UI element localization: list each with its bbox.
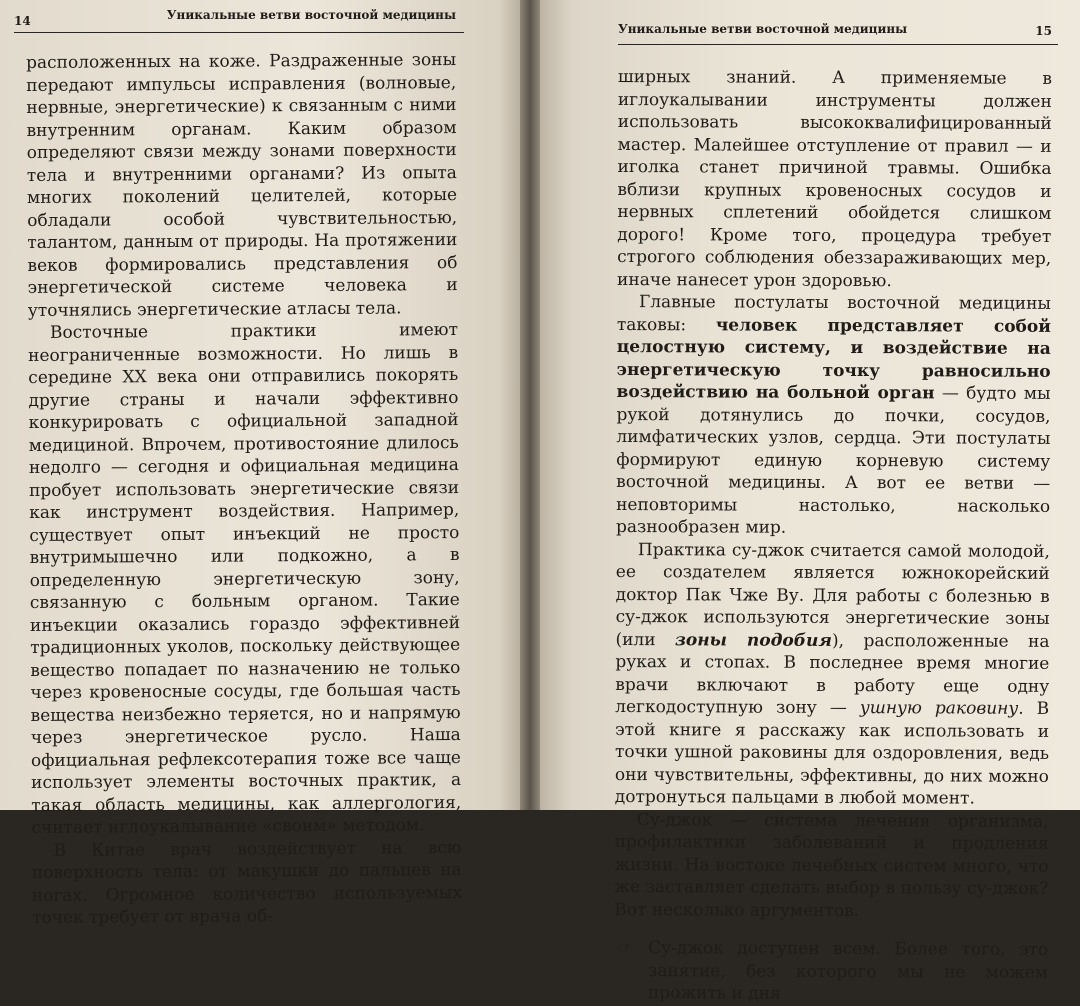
paragraph: В Китае врач воздействует на всю поверхность тела: от макушки до пальцев на ногах. Огромное количество используемых точек требует от врача об- (31, 837, 462, 928)
running-title-left: Уникальные ветви восточной медицины (166, 8, 456, 22)
paragraph (616, 291, 1051, 540)
right-page (540, 0, 1080, 1004)
page-number-left: 14 (14, 14, 31, 28)
bold-emphasis: человек представляет собой целостную систему, и воздействие на энергетическую точку равносильно воздействию на больной орган (616, 314, 1051, 404)
hand-pointer-icon: ☞ (618, 938, 633, 958)
italic-term: ушную раковину (859, 698, 1019, 719)
book-gutter (520, 0, 540, 810)
page-number-right: 15 (1035, 24, 1052, 38)
left-page-header (14, 6, 464, 33)
paragraph: Су-джок — система лечения организма, профилактики заболеваний и продления жизни. На востоке лечебных систем много, что же заставляет сделать выбор в пользу су-джок? Вот несколько аргументов. (614, 809, 1049, 921)
list-item-text: Су-джок доступен всем. Более того, это занятие, без которого мы не можем прожить и дня (647, 938, 1049, 1004)
paragraph: Восточные практики имеют неограниченные возможности. Но лишь в середине XX века они отправились покорять другие страны и начали эффективно конкурировать с официальной западной медициной. Впрочем, противостояние длилось недолго — сегодня и официальная медицина пробует использовать энергетические связи как инструмент воздействия. Например, существует опыт инъекций не просто внутримышечно или подкожно, а в определенную энергетическую зону, связанную с больным органом. Такие инъекции оказались гораздо эффективней традиционных уколов, поскольку действующее вещество попадает по назначению не только через кровеносные сосуды, где большая часть вещества неизбежно теряется, но и напрямую через энергетическое русло. Наша официальная рефлексотерапия тоже все чаще использует элементы восточных практик, а такая область медицины, как аллергология, считает иглоукалывание «своим» методом. (28, 319, 462, 838)
left-page (0, 0, 520, 928)
paragraph-text: ), расположенные на руках и стопах. В последнее время многие врачи включают в работу еще одну легкодоступную зону — (615, 630, 1050, 719)
paragraph-text: Практика су-джок считается самой молодой, ее создателем является южнокорейский доктор Пак Чже Ву. Для работы с болезнью в су-джок используются энергетические зоны (или (615, 539, 1050, 650)
right-page-header (618, 18, 1058, 45)
paragraph: расположенных на коже. Раздраженные зоны передают импульсы исправления (волновые, нервные, энергетические) к связанным с ними внутренним органам. Каким образом определяют связи между зонами поверхности тела и внутренними органами? Из опыта многих поколений целителей, которые обладали особой чувствительностью, талантом, данным от природы. На протяжении веков формировались представления об энергетической системе человека и уточнялись энергетические атласы тела. (26, 49, 458, 321)
bold-italic-term: зоны подобия (675, 629, 833, 651)
paragraph-text: Главные постулаты восточной медицины таковы: (616, 292, 1052, 335)
running-title-right: Уникальные ветви восточной медицины (618, 22, 908, 36)
paragraph (615, 538, 1050, 810)
paragraph-text: . В этой книге я расскажу как использовать и точки ушной раковины для оздоровления, ведь они чувствительны, эффективны, до них можно дотронуться пальцами в любой момент. (614, 698, 1050, 809)
paragraph: ширных знаний. А применяемые в иглоукалывании инструменты должен использовать высококвалифицированный мастер. Малейшее отступление от правил — и иголка станет причиной травмы. Ошибка вблизи крупных кровеносных сосудов и нервных сплетений обойдется слишком дорого! Кроме того, процедура требует строгого соблюдения обеззараживающих мер, иначе нанесет урон здоровью. (617, 66, 1052, 291)
paragraph-text: — будто мы рукой дотянулись до почки, сосудов, лимфатических узлов, сердца. Эти постулаты формируют единую корневую систему восточной медицины. А вот ее ветви — неповторимы настолько, насколько разнообразен мир. (615, 383, 1051, 538)
right-page-body (614, 66, 1052, 1006)
list-item (614, 937, 1048, 1006)
left-page-body (26, 49, 462, 929)
